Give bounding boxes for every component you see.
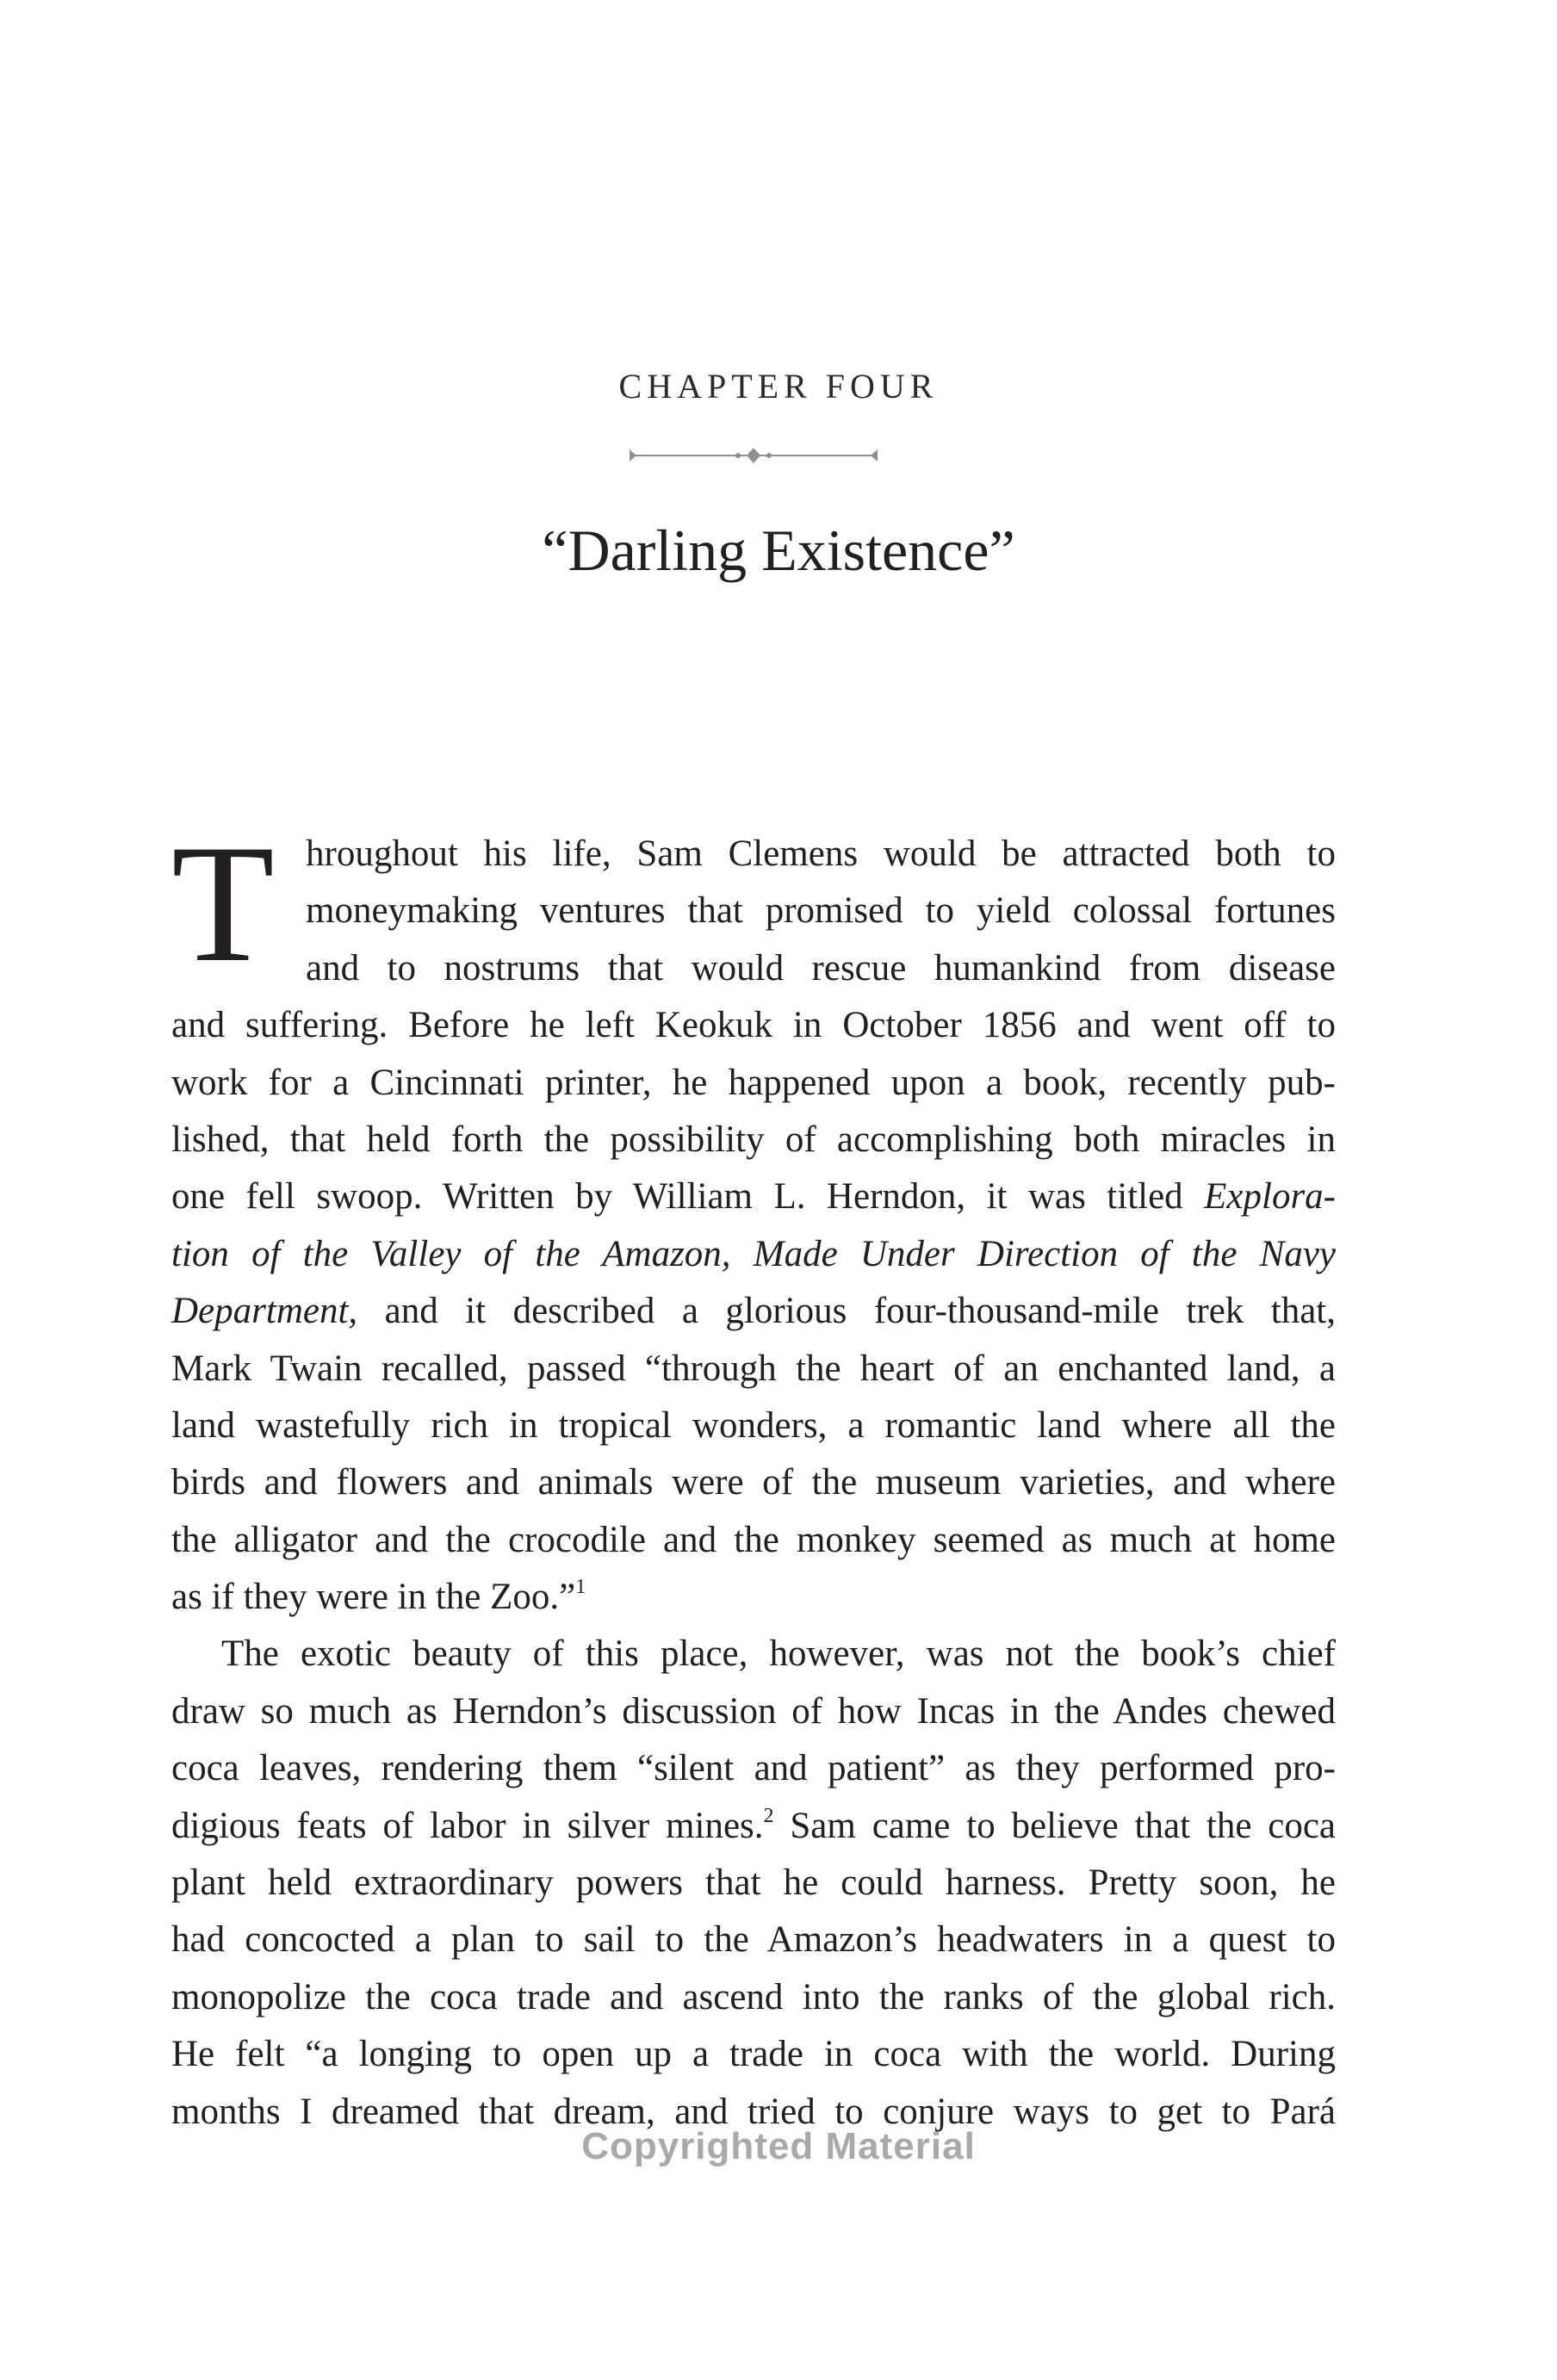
text-line: draw so much as Herndon’s discussion of how Incas in the Andes chewed [171,1690,1336,1732]
divider-ornament-icon [628,443,879,468]
italic-title-segment: Department, [171,1291,358,1332]
text-line: hroughout his life, Sam Clemens would be attracted both to [306,834,1336,874]
text-segment: and it described a glorious four-thousand-mile trek that, [384,1291,1336,1332]
text-line: moneymaking ventures that promised to yield colossal fortunes [306,890,1336,932]
paragraph-1 [171,810,1336,1626]
copyright-watermark: Copyrighted Material [581,2125,976,2167]
text-line: monopolize the coca trade and ascend into the ranks of the global rich. [171,1976,1336,2017]
footnote-marker[interactable]: 2 [763,1804,774,1827]
chapter-label: CHAPTER FOUR [618,367,939,406]
text-line: The exotic beauty of this place, however, was not the book’s chief [221,1633,1336,1675]
text-line: the alligator and the crocodile and the monkey seemed as much at home [171,1519,1336,1560]
text-line: He felt “a longing to open up a trade in coca with the world. During [171,2034,1336,2075]
text-line [171,1283,1336,1340]
text-line [171,1569,1336,1626]
text-line: months I dreamed that dream, and tried to conjure ways to get to Pará [171,2091,1336,2132]
text-line: coca leaves, rendering them “silent and patient” as they performed pro- [171,1748,1336,1789]
drop-cap: T [171,810,275,997]
body-text [171,810,1337,2141]
text-segment: digious feats of labor in silver mines. [171,1805,764,1846]
text-line: land wastefully rich in tropical wonders, a romantic land where all the [171,1404,1336,1446]
chapter-title: “Darling Existence” [542,518,1015,583]
text-line: and to nostrums that would rescue humankind from disease [306,947,1336,989]
italic-title-segment: Explora- [1204,1176,1336,1218]
text-line: lished, that held forth the possibility of accomplishing both miracles in [171,1119,1336,1160]
text-segment: one fell swoop. Written by William L. Herndon, it was titled [171,1176,1183,1218]
text-line: plant held extraordinary powers that he could harness. Pretty soon, he [171,1862,1336,1904]
text-segment: as if they were in the Zoo.” [171,1577,576,1618]
text-line: had concocted a plan to sail to the Amazon’s headwaters in a quest to [171,1919,1336,1961]
text-line: birds and flowers and animals were of the museum varieties, and where [171,1462,1336,1503]
text-line: work for a Cincinnati printer, he happened upon a book, recently pub- [171,1062,1336,1103]
text-line [171,1798,1336,1855]
text-line [171,1226,1336,1283]
text-line: Mark Twain recalled, passed “through the heart of an enchanted land, a [171,1348,1336,1389]
text-line: and suffering. Before he left Keokuk in October 1856 and went off to [171,1005,1336,1046]
footnote-marker[interactable]: 1 [575,1576,586,1599]
text-segment: Sam came to believe that the coca [790,1805,1337,1846]
paragraph-2 [171,1626,1336,2141]
italic-title-segment: tion of the Valley of the Amazon, Made Under Direction of the Navy [171,1233,1336,1274]
text-line [171,1168,1336,1225]
